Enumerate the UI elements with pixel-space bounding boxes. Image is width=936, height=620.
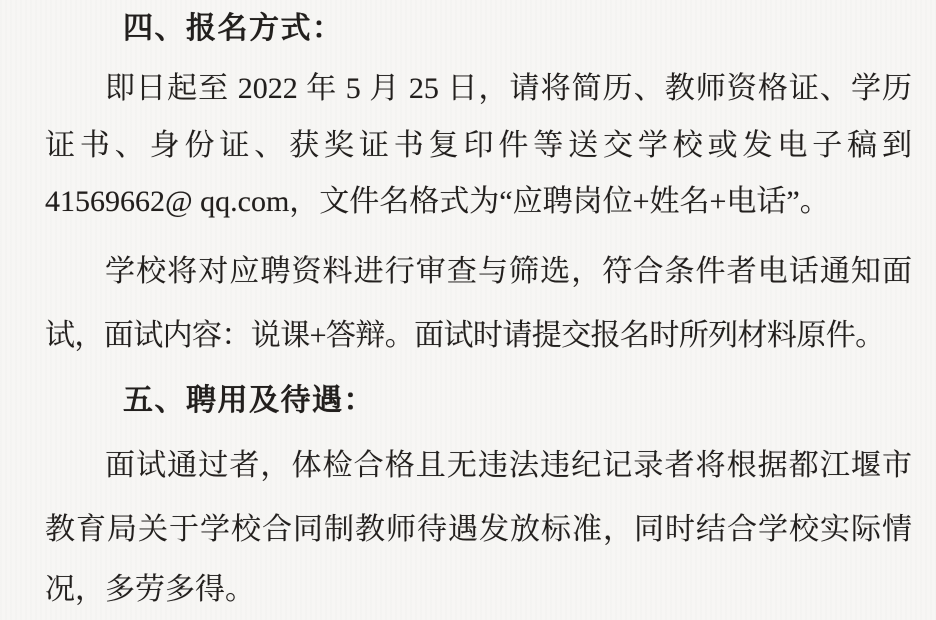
body-line: 学校将对应聘资料进行审查与筛选，符合条件者电话通知面	[105, 255, 912, 288]
body-line: 况，多劳多得。	[45, 573, 255, 606]
body-line: 面试通过者，体检合格且无违法违纪记录者将根据都江堰市	[105, 449, 912, 482]
body-line: 证书、身份证、获奖证书复印件等送交学校或发电子稿到	[45, 129, 912, 162]
section-heading-application-method: 四、报名方式：	[123, 12, 344, 45]
body-line: 教育局关于学校合同制教师待遇发放标准，同时结合学校实际情	[45, 513, 912, 546]
body-line-email: 41569662@ qq.com，文件名格式为“应聘岗位+姓名+电话”。	[45, 185, 830, 218]
section-heading-employment-treatment: 五、聘用及待遇：	[123, 384, 375, 417]
body-line: 即日起至 2022 年 5 月 25 日，请将简历、教师资格证、学历	[105, 72, 912, 105]
body-line: 试，面试内容：说课+答辩。面试时请提交报名时所列材料原件。	[45, 319, 885, 352]
